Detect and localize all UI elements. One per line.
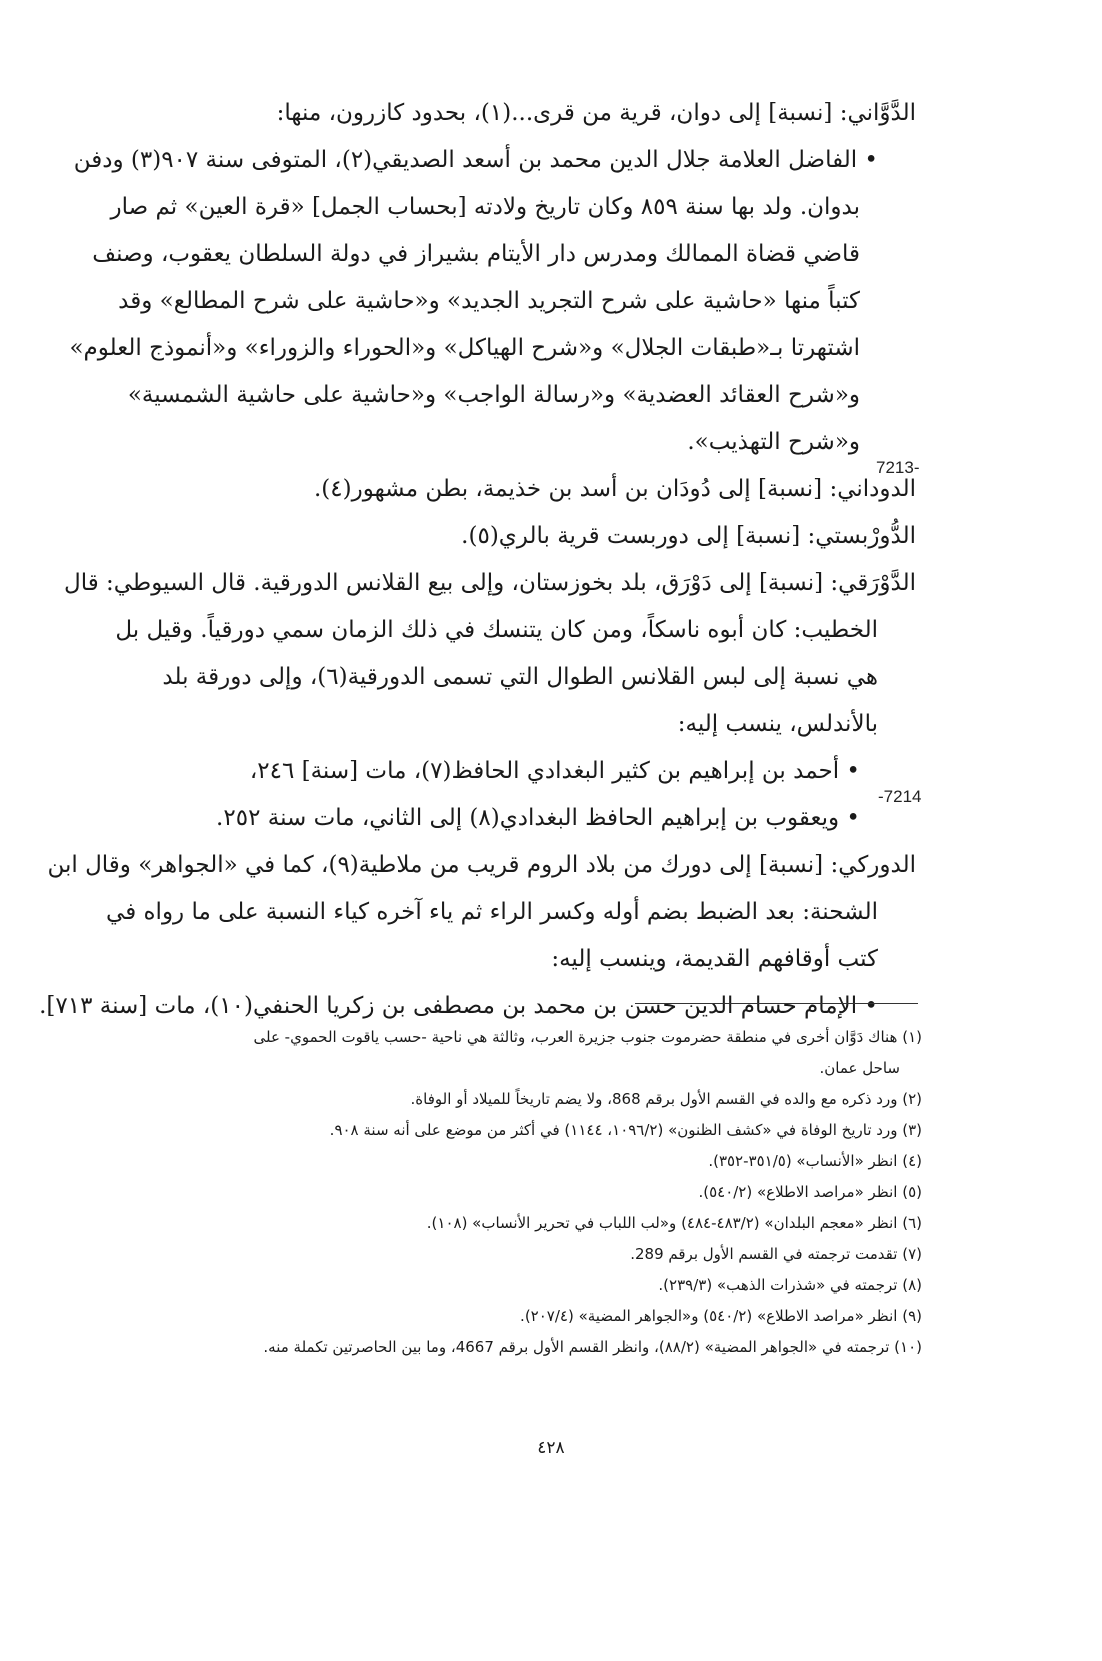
footnote-1: (١) هناك دَوَّان أخرى في منطقة حضرموت جنوب جزيرة العرب، وثالثة هي ناحية -حسب ياقوت الحموي- على xyxy=(253,1028,922,1046)
bullet-jalal-al-din: • الفاضل العلامة جلال الدين محمد بن أسعد الصديقي(٢)، المتوفى سنة ٩٠٧(٣) ودفن xyxy=(73,147,878,173)
entry-dudani: الدوداني: [نسبة] إلى دُودَان بن أسد بن خذيمة، بطن مشهور(٤). xyxy=(313,476,916,502)
entry-text-line: بدوان. ولد بها سنة ٨٥٩ وكان تاريخ ولادته [بحساب الجمل] «قرة العين» ثم صار xyxy=(110,194,860,220)
entry-text-line: كتب أوقافهم القديمة، وينسب إليه: xyxy=(551,946,878,972)
entry-durki: الدوركي: [نسبة] إلى دورك من بلاد الروم قريب من ملاطية(٩)، كما في «الجواهر» وقال ابن xyxy=(47,852,916,878)
entry-text-line: الخطيب: كان أبوه ناسكاً، ومن كان يتنسك في ذلك الزمان سمي دورقياً. وقيل بل xyxy=(115,617,878,643)
footnote-3: (٣) ورد تاريخ الوفاة في «كشف الظنون» (١٠٩٦/٢، ١١٤٤) في أكثر من موضع على أنه سنة ٩٠٨. xyxy=(329,1121,922,1139)
main-text xyxy=(39,90,916,1030)
footnotes xyxy=(100,1022,922,1363)
footnote-6: (٦) انظر «معجم البلدان» (٤٨٣/٢-٤٨٤) و«لب اللباب في تحرير الأنساب» (١٠٨). xyxy=(426,1214,922,1232)
footnote-8: (٨) ترجمته في «شذرات الذهب» (٢٣٩/٣). xyxy=(658,1276,922,1294)
footnote-separator xyxy=(635,1003,918,1004)
entry-text-line: قاضي قضاة الممالك ومدرس دار الأيتام بشيراز في دولة السلطان يعقوب، وصنف xyxy=(92,241,860,267)
entry-text-line: اشتهرتا بـ«طبقات الجلال» و«شرح الهياكل» و«الحوراء والزوراء» و«أنموذج العلوم» xyxy=(69,335,860,361)
footnote-10: (١٠) ترجمته في «الجواهر المضية» (٨٨/٢)، وانظر القسم الأول برقم 4667، وما بين الحاصرتين تكملة منه. xyxy=(263,1338,922,1356)
footnote-1-continued: ساحل عمان. xyxy=(819,1059,900,1077)
footnote-2: (٢) ورد ذكره مع والده في القسم الأول برقم 868، ولا يضم تاريخاً للميلاد أو الوفاة. xyxy=(410,1090,922,1108)
entry-dawwani: الدَّوَّاني: [نسبة] إلى دوان، قرية من قرى...(١)، بحدود كازرون، منها: xyxy=(276,100,916,126)
footnote-7: (٧) تقدمت ترجمته في القسم الأول برقم 289. xyxy=(630,1245,922,1263)
footnote-9: (٩) انظر «مراصد الاطلاع» (٥٤٠/٢) و«الجواهر المضية» (٢٠٧/٤). xyxy=(520,1307,922,1325)
entry-text-line: بالأندلس، ينسب إليه: xyxy=(677,711,878,737)
entry-text-line: كتباً منها «حاشية على شرح التجريد الجديد» و«حاشية على شرح المطالع» وقد xyxy=(118,288,860,314)
footnote-4: (٤) انظر «الأنساب» (٣٥١/٥-٣٥٢). xyxy=(708,1152,922,1170)
entry-text-line: الشحنة: بعد الضبط بضم أوله وكسر الراء ثم ياء آخره كياء النسبة على ما رواه في xyxy=(106,899,878,925)
bullet-ahmad: • أحمد بن إبراهيم بن كثير البغدادي الحافظ(٧)، مات [سنة] ٢٤٦، xyxy=(249,758,860,784)
bullet-yaqub: • ويعقوب بن إبراهيم الحافظ البغدادي(٨) إلى الثاني، مات سنة ٢٥٢. xyxy=(216,805,860,831)
page-number: ٤٢٨ xyxy=(537,1438,565,1458)
entry-number-7214: -7214 xyxy=(878,787,922,806)
entry-dawraqi: الدَّوْرَقي: [نسبة] إلى دَوْرَق، بلد بخوزستان، وإلى بيع القلانس الدورقية. قال السيوطي: قال xyxy=(63,570,916,596)
footnote-5: (٥) انظر «مراصد الاطلاع» (٥٤٠/٢). xyxy=(698,1183,922,1201)
entry-text-line: هي نسبة إلى لبس القلانس الطوال التي تسمى الدورقية(٦)، وإلى دورقة بلد xyxy=(162,664,878,690)
entry-text-line: و«شرح العقائد العضدية» و«رسالة الواجب» و«حاشية على حاشية الشمسية» xyxy=(127,382,860,408)
entry-durbusti: الدُّورْبستي: [نسبة] إلى دوربست قرية بالري(٥). xyxy=(461,523,916,549)
bullet-husam-al-din: • الإمام حسام الدين حسن بن محمد بن مصطفى بن زكريا الحنفي(١٠)، مات [سنة ٧١٣]. xyxy=(39,993,878,1019)
entry-number-7213: 7213- xyxy=(876,458,920,477)
entry-text-line: و«شرح التهذيب». xyxy=(687,429,860,455)
